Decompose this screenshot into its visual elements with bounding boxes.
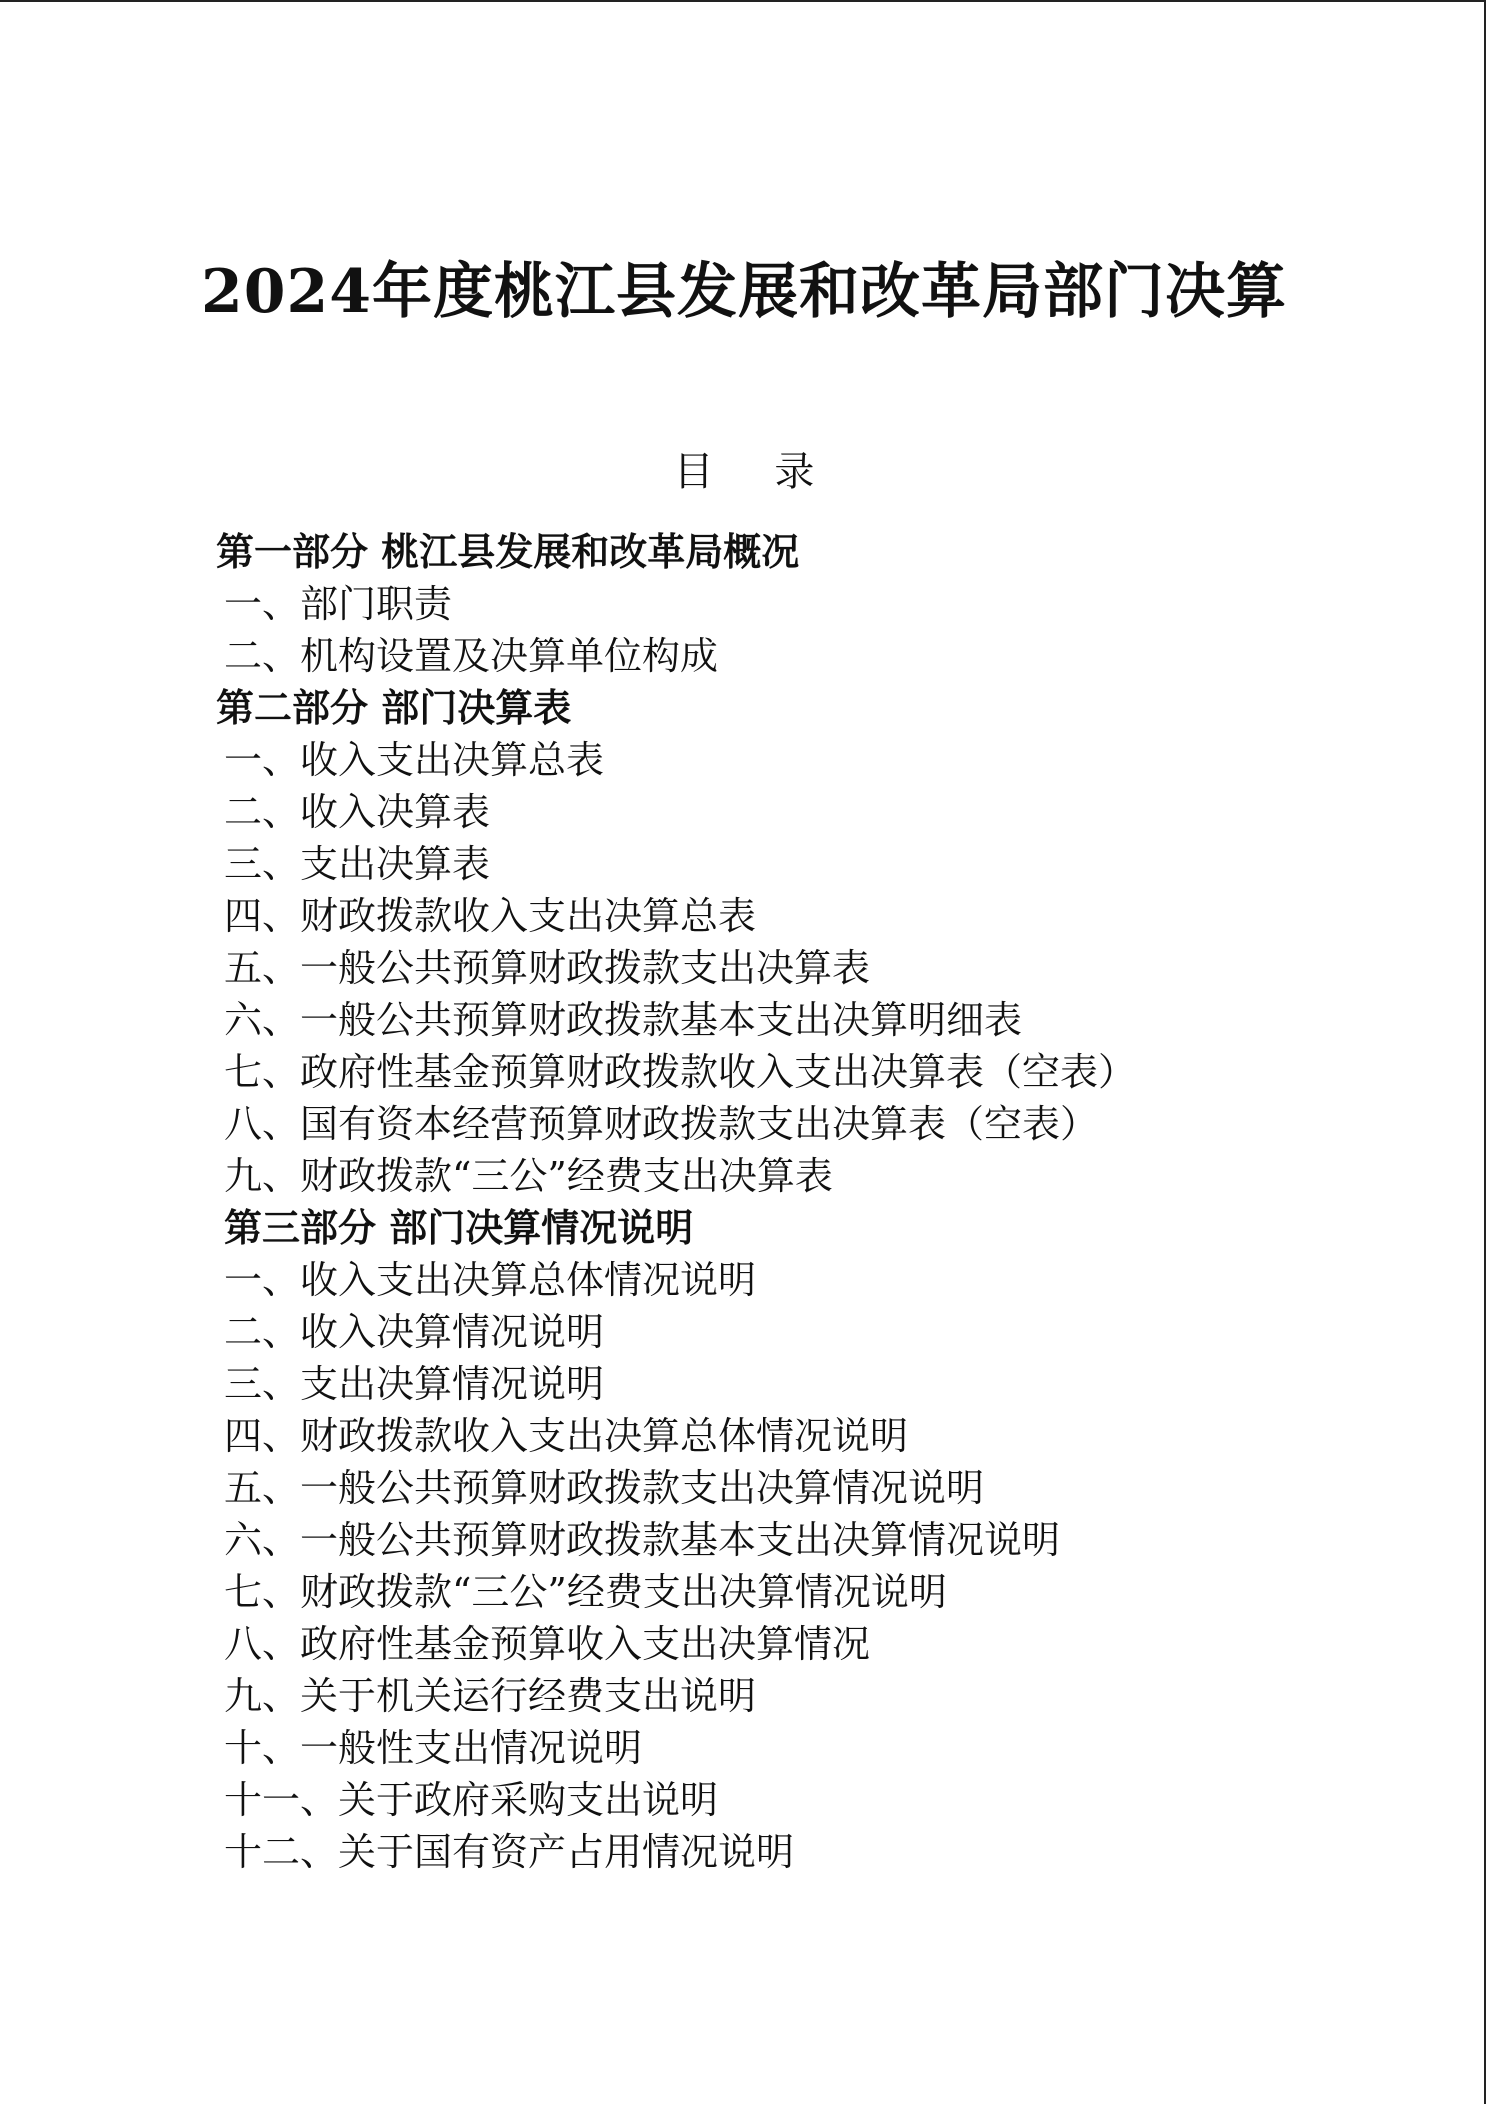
toc-item: 一、部门职责 <box>224 582 453 626</box>
toc-item: 三、支出决算表 <box>224 842 491 886</box>
toc-item: 十、一般性支出情况说明 <box>224 1726 643 1770</box>
toc-item: 五、一般公共预算财政拨款支出决算情况说明 <box>224 1466 985 1510</box>
toc-part-title: 第三部分 部门决算情况说明 <box>224 1205 694 1250</box>
toc-item: 二、收入决算表 <box>224 790 491 834</box>
toc-part-title: 第二部分 部门决算表 <box>216 685 572 730</box>
toc-item: 六、一般公共预算财政拨款基本支出决算明细表 <box>224 998 1023 1042</box>
toc-item: 十一、关于政府采购支出说明 <box>224 1778 719 1822</box>
toc-item: 八、政府性基金预算收入支出决算情况 <box>224 1622 871 1666</box>
toc-part-title: 第一部分 桃江县发展和改革局概况 <box>216 529 800 574</box>
toc-item: 一、收入支出决算总体情况说明 <box>224 1258 757 1302</box>
toc-item: 四、财政拨款收入支出决算总体情况说明 <box>224 1414 909 1458</box>
toc-item: 二、机构设置及决算单位构成 <box>224 634 719 678</box>
toc-item: 二、收入决算情况说明 <box>224 1310 605 1354</box>
toc-item: 七、政府性基金预算财政拨款收入支出决算表（空表） <box>224 1050 1137 1094</box>
toc-item: 九、关于机关运行经费支出说明 <box>224 1674 757 1718</box>
toc-item: 六、一般公共预算财政拨款基本支出决算情况说明 <box>224 1518 1061 1562</box>
toc-item: 九、财政拨款“三公”经费支出决算表 <box>224 1154 833 1198</box>
table-of-contents <box>216 526 1396 1878</box>
document-title: 2024年度桃江县发展和改革局部门决算 <box>201 257 1287 327</box>
toc-item: 四、财政拨款收入支出决算总表 <box>224 894 757 938</box>
toc-item: 七、财政拨款“三公”经费支出决算情况说明 <box>224 1570 947 1614</box>
toc-item: 八、国有资本经营预算财政拨款支出决算表（空表） <box>224 1102 1099 1146</box>
toc-heading: 目 录 <box>673 449 839 495</box>
toc-item: 十二、关于国有资产占用情况说明 <box>224 1830 795 1874</box>
toc-item: 三、支出决算情况说明 <box>224 1362 605 1406</box>
toc-item: 一、收入支出决算总表 <box>224 738 605 782</box>
toc-item: 五、一般公共预算财政拨款支出决算表 <box>224 946 871 990</box>
